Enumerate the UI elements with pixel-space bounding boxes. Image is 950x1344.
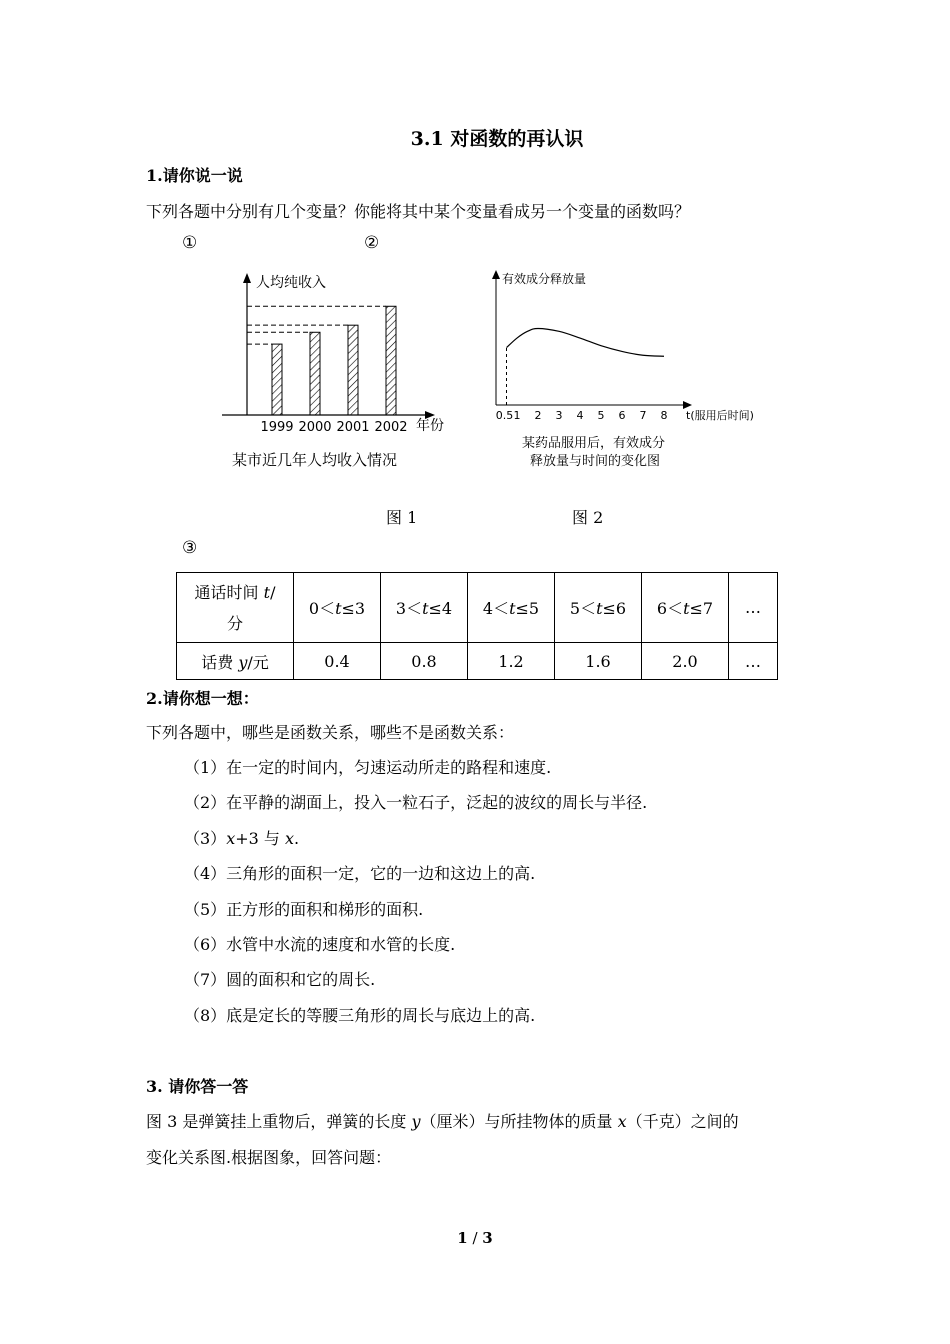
fig1-ylabel: 人均纯收入	[256, 275, 326, 291]
section2-heading: 2.请你想一想：	[146, 689, 259, 708]
fig1-bar	[348, 325, 358, 415]
fig2-y-arrow	[492, 270, 500, 279]
figure1-bar-chart	[210, 265, 470, 475]
page-number: 1 / 3	[457, 1229, 493, 1247]
fig2-ylabel: 有效成分释放量	[502, 272, 587, 286]
list-item: （2）在平静的湖面上，投入一粒石子，泛起的波纹的周长与半径.	[184, 793, 648, 812]
marker-3: ③	[182, 538, 198, 558]
fig1-tick-label: 1999	[260, 420, 294, 435]
fig2-tick-label: 4	[576, 409, 584, 422]
list-item: （8）底是定长的等腰三角形的周长与底边上的高.	[184, 1006, 536, 1025]
fig2-tick-label: 1	[513, 409, 521, 422]
table-header-fee: 话费 y/元	[177, 643, 294, 680]
fig2-tick-label: 0.5	[495, 409, 514, 422]
table-cell-ellipsis: …	[729, 643, 778, 680]
table-cell-fee: 2.0	[642, 643, 729, 680]
call-fee-table	[176, 572, 778, 680]
section3-line2: 变化关系图.根据图象，回答问题：	[146, 1148, 392, 1167]
fig2-tick-label: 7	[639, 409, 647, 422]
fig2-tick-label: 3	[555, 409, 563, 422]
list-item: （7）圆的面积和它的周长.	[184, 970, 376, 989]
marker-1: ①	[182, 233, 198, 253]
fig1-tick-label: 2002	[374, 420, 408, 435]
marker-2: ②	[364, 233, 380, 253]
list-item: （5）正方形的面积和梯形的面积.	[184, 900, 424, 919]
fig1-tick-label: 2001	[336, 420, 370, 435]
list-item: （3）x+3 与 x.	[184, 829, 300, 848]
fig2-tick-label: 6	[618, 409, 626, 422]
table-row-time	[177, 573, 778, 643]
fig2-caption-line2: 释放量与时间的变化图	[530, 454, 661, 469]
fig1-xlabel: 年份	[416, 418, 444, 434]
list-item: （1）在一定的时间内，匀速运动所走的路程和速度.	[184, 758, 552, 777]
fig1-title: 某市近几年人均收入情况	[232, 451, 398, 469]
table-cell-ellipsis: …	[729, 573, 778, 643]
fig2-xlabel: t(服用后时间)	[686, 409, 754, 422]
table-cell-fee: 1.2	[468, 643, 555, 680]
figure2-line-chart	[480, 265, 780, 475]
fig2-tick-label: 8	[660, 409, 668, 422]
table-cell-fee: 1.6	[555, 643, 642, 680]
section3-line1: 图 3 是弹簧挂上重物后，弹簧的长度 y（厘米）与所挂物体的质量 x（千克）之间的	[146, 1112, 739, 1131]
section1-heading: 1.请你说一说	[146, 166, 243, 185]
list-item: （6）水管中水流的速度和水管的长度.	[184, 935, 456, 954]
fig2-tick-label: 2	[534, 409, 542, 422]
section1-prompt: 下列各题中分别有几个变量？你能将其中某个变量看成另一个变量的函数吗？	[146, 202, 691, 221]
page-title: 3.1 对函数的再认识	[410, 128, 584, 150]
table-cell-fee: 0.4	[294, 643, 381, 680]
table-cell-range: 6＜t≤7	[642, 573, 729, 643]
table-header-time: 通话时间 t/ 分	[177, 573, 294, 643]
list-item: （4）三角形的面积一定，它的一边和这边上的高.	[184, 864, 536, 883]
fig2-caption-line1: 某药品服用后，有效成分	[522, 436, 666, 451]
table-cell-range: 0＜t≤3	[294, 573, 381, 643]
figure2-label: 图 2	[572, 508, 604, 527]
fig1-bar	[272, 344, 282, 415]
fig2-tick-label: 5	[597, 409, 605, 422]
section3-heading: 3. 请你答一答	[146, 1077, 249, 1096]
table-row-fee	[177, 643, 778, 680]
fig1-bar	[310, 332, 320, 415]
fig1-tick-label: 2000	[298, 420, 332, 435]
fig1-bar	[386, 306, 396, 415]
figure1-label: 图 1	[386, 508, 418, 527]
section2-prompt: 下列各题中，哪些是函数关系，哪些不是函数关系：	[146, 723, 515, 742]
fig2-series-line	[507, 328, 665, 356]
table-cell-range: 5＜t≤6	[555, 573, 642, 643]
fig1-y-arrow	[243, 273, 251, 283]
fig2-x-arrow	[683, 401, 692, 409]
table-cell-range: 4＜t≤5	[468, 573, 555, 643]
table-cell-range: 3＜t≤4	[381, 573, 468, 643]
table-cell-fee: 0.8	[381, 643, 468, 680]
